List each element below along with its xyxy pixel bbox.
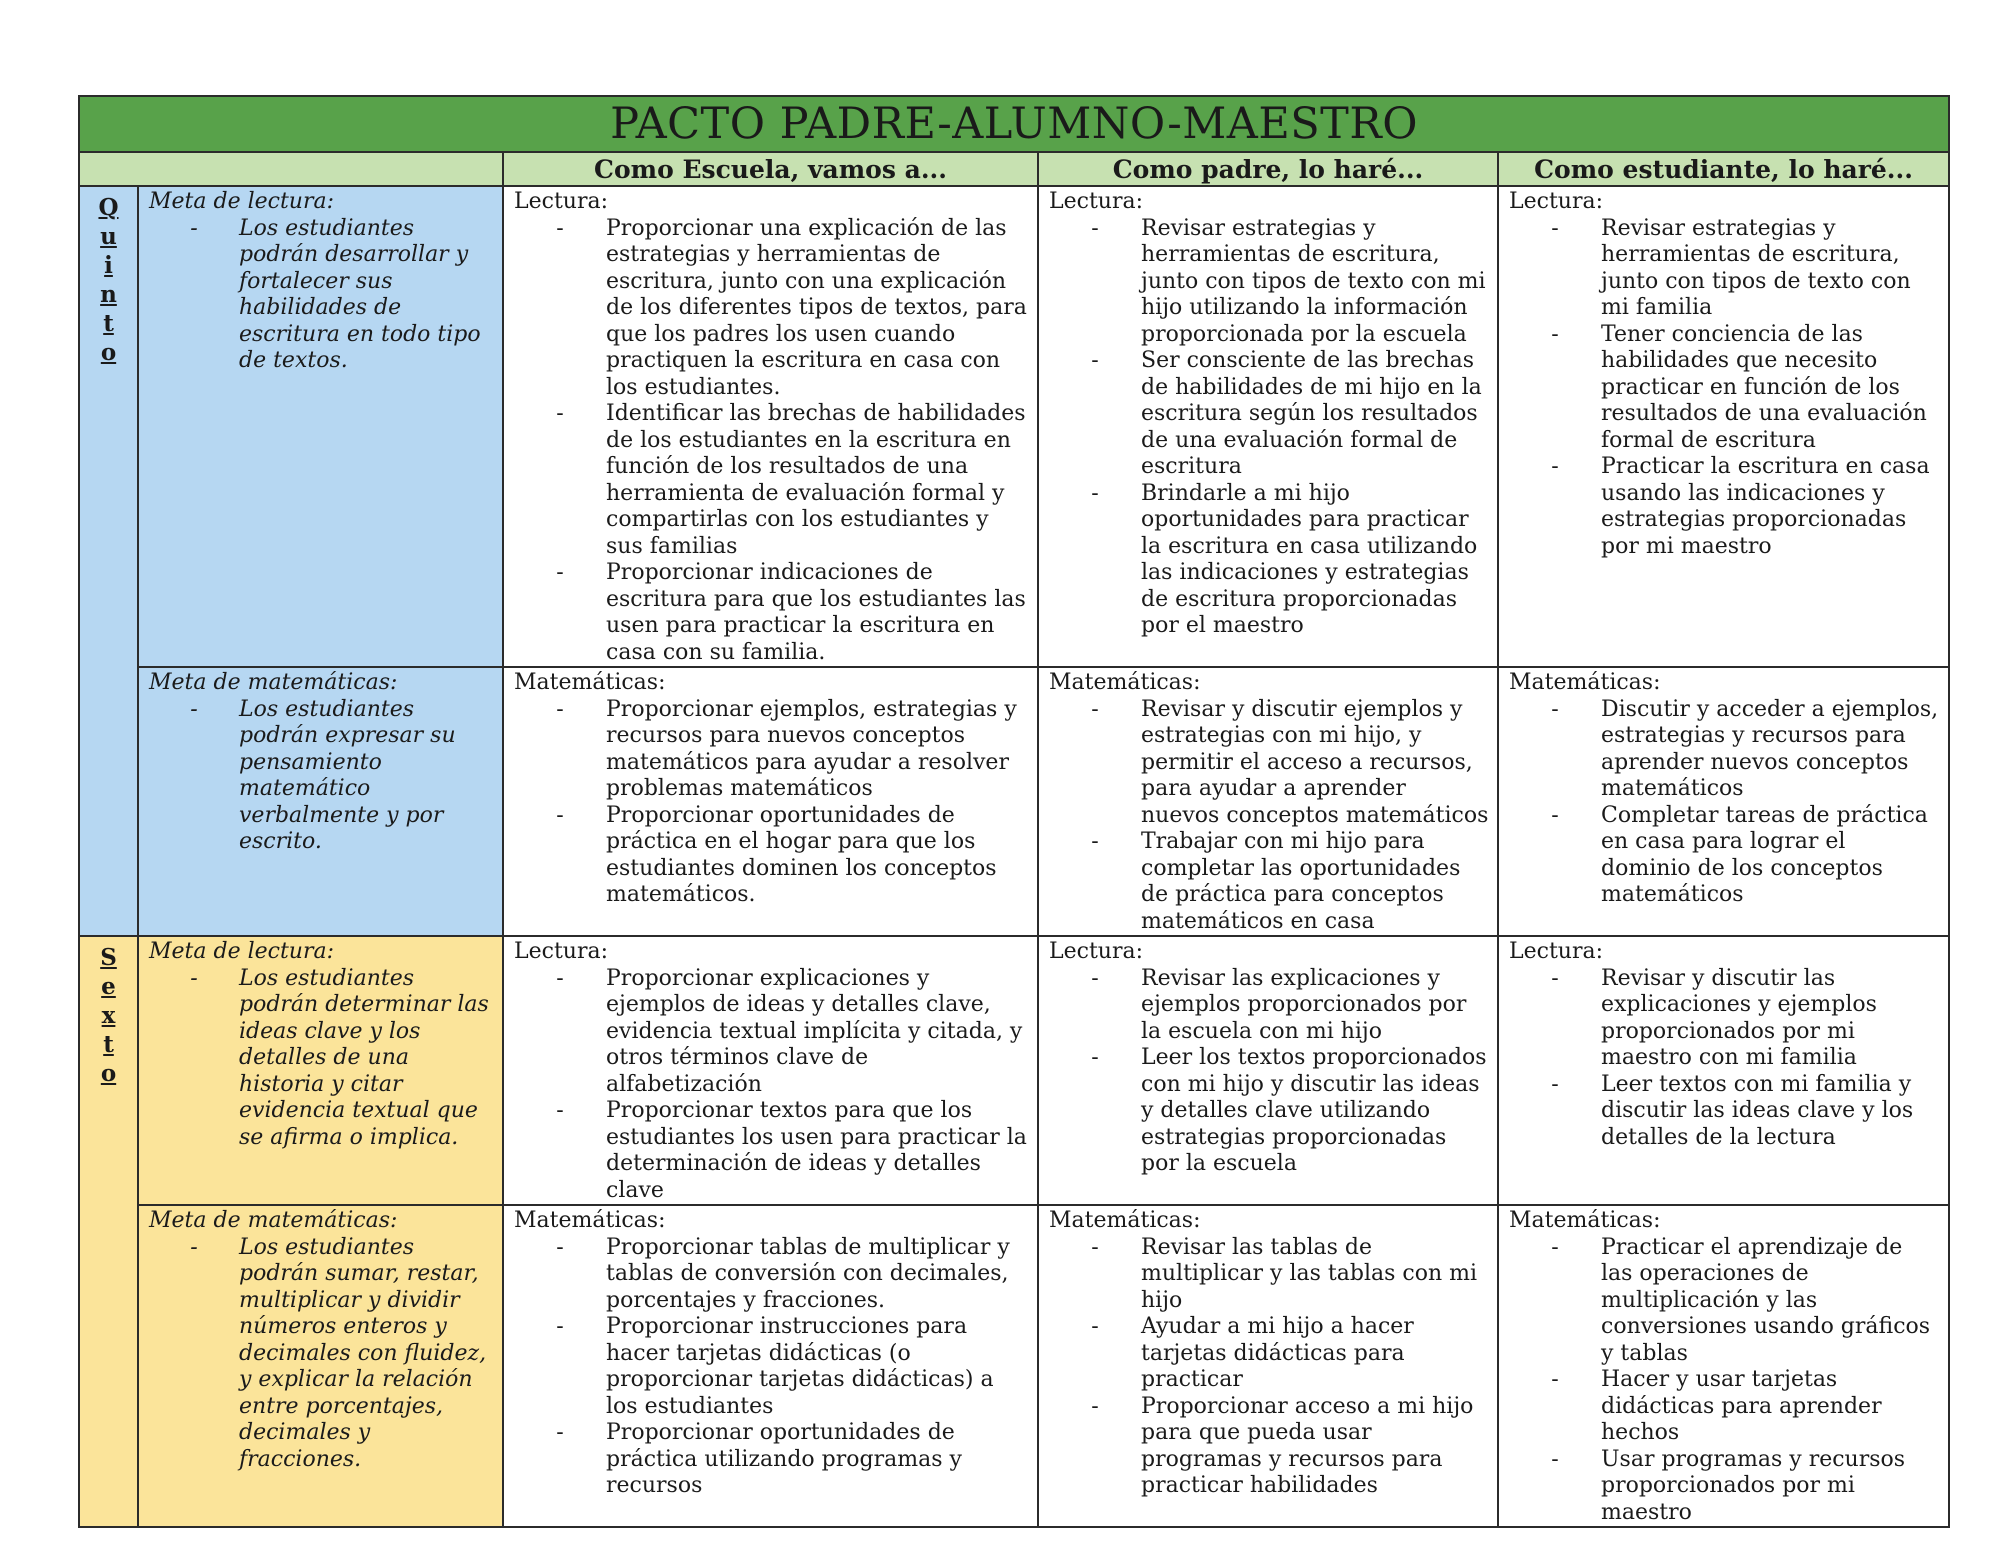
bullet-dash: -: [1091, 348, 1099, 373]
subject-label: Lectura:: [1049, 939, 1144, 964]
commitment-text: Usar programas y recursos proporcionados por mi maestro: [1601, 1446, 1906, 1525]
bullet-dash: -: [556, 1314, 564, 1339]
commitment-item: [514, 803, 1029, 909]
commitment-text: Brindarle a mi hijo oportunidades para practicar la escritura en casa utilizando las indicaciones y estrategias de escritura proporcionadas por el maestro: [1141, 480, 1478, 638]
commitment-list: [1509, 966, 1940, 1152]
commitment-cell-parent: [1038, 186, 1498, 667]
commitment-item: [514, 401, 1029, 560]
bullet-dash: -: [1551, 1071, 1559, 1097]
commitment-cell-school: [503, 1205, 1038, 1527]
bullet-dash: -: [1551, 1446, 1559, 1472]
commitment-list: [514, 697, 1029, 909]
commitment-text: Proporcionar instrucciones para hacer tarjetas didácticas (o proporcionar tarjetas didácticas) a los estudiantes: [606, 1314, 994, 1419]
goal-cell: [138, 1205, 503, 1527]
bullet-dash: -: [1091, 215, 1099, 241]
subject-label: Matemáticas:: [1049, 670, 1201, 695]
goal-title: Meta de lectura:: [149, 189, 335, 214]
grade-letter: e: [101, 973, 116, 1000]
commitment-item: [514, 1235, 1029, 1315]
goal-item: [149, 216, 494, 375]
bullet-dash: -: [1551, 321, 1559, 347]
commitment-list: [1049, 966, 1489, 1178]
bullet-dash: -: [190, 1234, 198, 1260]
grade-letter: t: [103, 310, 114, 337]
bullet-dash: -: [1091, 965, 1099, 991]
bullet-dash: -: [556, 1098, 564, 1123]
commitment-text: Trabajar con mi hijo para completar las oportunidades de práctica para conceptos matemáticos en casa: [1141, 829, 1461, 934]
bullet-dash: -: [556, 696, 564, 722]
commitment-text: Proporcionar una explicación de las estrategias y herramientas de escritura, junto con una explicación de los diferentes tipos de textos, para que los padres los usen cuando practiquen la escritura en casa con los estudiantes.: [606, 215, 1027, 400]
pact-table: [78, 95, 1950, 1528]
subject-label: Lectura:: [1049, 189, 1144, 214]
commitment-text: Discutir y acceder a ejemplos, estrategias y recursos para aprender nuevos conceptos matemáticos: [1601, 696, 1939, 801]
commitment-text: Hacer y usar tarjetas didácticas para aprender hechos: [1601, 1367, 1882, 1445]
commitment-item: [1509, 1367, 1940, 1447]
subject-label: Lectura:: [1509, 939, 1604, 964]
commitment-cell-school: [503, 667, 1038, 936]
commitment-item: [514, 697, 1029, 803]
column-header-blank: [79, 152, 503, 186]
commitment-list: [514, 216, 1029, 667]
goal-cell: [138, 186, 503, 667]
grade-letter: o: [100, 1060, 117, 1087]
bullet-dash: -: [556, 1420, 564, 1445]
goal-row: [79, 667, 1949, 936]
commitment-text: Proporcionar acceso a mi hijo para que pueda usar programas y recursos para practicar habilidades: [1141, 1393, 1474, 1498]
bullet-dash: -: [1091, 696, 1099, 722]
commitment-item: [514, 1420, 1029, 1500]
bullet-dash: -: [1091, 1234, 1099, 1260]
commitment-item: [1509, 1235, 1940, 1368]
commitment-text: Revisar y discutir las explicaciones y ejemplos proporcionados por mi maestro con mi familia: [1601, 965, 1877, 1070]
bullet-dash: -: [1091, 829, 1099, 854]
commitment-cell-student: [1498, 186, 1949, 667]
commitment-item: [1049, 966, 1489, 1046]
commitment-list: [1509, 216, 1940, 561]
commitment-cell-parent: [1038, 667, 1498, 936]
bullet-dash: -: [190, 215, 198, 241]
goal-title: Meta de matemáticas:: [149, 670, 398, 695]
commitment-text: Proporcionar oportunidades de práctica en el hogar para que los estudiantes dominen los conceptos matemáticos.: [606, 802, 997, 907]
commitment-cell-parent: [1038, 936, 1498, 1205]
commitment-text: Proporcionar tablas de multiplicar y tablas de conversión con decimales, porcentajes y fracciones.: [606, 1234, 1010, 1313]
document-title: PACTO PADRE-ALUMNO-MAESTRO: [79, 96, 1949, 152]
commitment-text: Leer textos con mi familia y discutir las ideas clave y los detalles de la lectura: [1601, 1071, 1914, 1150]
commitment-item: [1049, 1045, 1489, 1178]
bullet-dash: -: [1551, 696, 1559, 722]
goal-row: [79, 936, 1949, 1205]
commitment-text: Leer los textos proporcionados con mi hijo y discutir las ideas y detalles clave utilizando estrategias proporcionadas por la escuela: [1141, 1045, 1487, 1176]
goal-row: [79, 1205, 1949, 1527]
subject-label: Lectura:: [514, 189, 609, 214]
bullet-dash: -: [1551, 965, 1559, 991]
commitment-list: [1509, 697, 1940, 909]
commitment-item: [1509, 216, 1940, 322]
bullet-dash: -: [1551, 1367, 1559, 1392]
pact-document: [78, 95, 1948, 1525]
commitment-item: [514, 966, 1029, 1099]
grade-label: [79, 936, 138, 1527]
grade-letter: o: [100, 339, 117, 366]
grade-letter: n: [100, 281, 117, 308]
commitment-text: Revisar estrategias y herramientas de escritura, junto con tipos de texto con mi hijo utilizando la información proporcionada por la escuela: [1141, 215, 1486, 347]
commitment-cell-school: [503, 186, 1038, 667]
commitment-cell-parent: [1038, 1205, 1498, 1527]
column-header-parent: Como padre, lo haré...: [1038, 152, 1498, 186]
commitment-item: [1049, 829, 1489, 935]
subject-label: Lectura:: [1509, 189, 1604, 214]
bullet-dash: -: [1551, 802, 1559, 828]
commitment-item: [1049, 1314, 1489, 1394]
bullet-dash: -: [556, 401, 564, 426]
column-header-student: Como estudiante, lo haré...: [1498, 152, 1949, 186]
commitment-text: Revisar y discutir ejemplos y estrategias con mi hijo, y permitir el acceso a recursos, para ayudar a aprender nuevos conceptos matemáticos: [1141, 696, 1489, 828]
goal-row: [79, 186, 1949, 667]
commitment-item: [1049, 1235, 1489, 1315]
commitment-item: [1049, 348, 1489, 481]
grade-label: [79, 186, 138, 936]
commitment-item: [1509, 454, 1940, 560]
bullet-dash: -: [1091, 1314, 1099, 1339]
goal-text: Los estudiantes podrán desarrollar y fortalecer sus habilidades de escritura en todo tipo de textos.: [239, 215, 481, 373]
commitment-item: [1509, 803, 1940, 909]
commitment-text: Proporcionar indicaciones de escritura para que los estudiantes las usen para practicar la escritura en casa con su familia.: [606, 560, 1026, 665]
bullet-dash: -: [190, 696, 198, 722]
commitment-text: Revisar estrategias y herramientas de escritura, junto con tipos de texto con mi familia: [1601, 215, 1911, 320]
grade-letter: i: [104, 252, 113, 279]
commitment-list: [1049, 697, 1489, 936]
bullet-dash: -: [556, 560, 564, 585]
commitment-text: Proporcionar textos para que los estudiantes los usen para practicar la determinación de ideas y detalles clave: [606, 1098, 1027, 1203]
commitment-item: [514, 1098, 1029, 1204]
bullet-dash: -: [1091, 480, 1099, 506]
bullet-dash: -: [556, 802, 564, 828]
commitment-item: [514, 1314, 1029, 1420]
goal-text: Los estudiantes podrán expresar su pensamiento matemático verbalmente y por escrito.: [239, 696, 456, 854]
bullet-dash: -: [556, 965, 564, 991]
grade-letter: S: [100, 944, 117, 971]
commitment-item: [1509, 322, 1940, 455]
grade-letter: x: [101, 1002, 116, 1029]
grade-letter: u: [100, 223, 117, 250]
commitment-list: [1049, 1235, 1489, 1500]
commitment-text: Revisar las explicaciones y ejemplos proporcionados por la escuela con mi hijo: [1141, 965, 1467, 1044]
commitment-list: [1509, 1235, 1940, 1527]
commitment-item: [1509, 697, 1940, 803]
commitment-item: [1049, 1394, 1489, 1500]
commitment-item: [514, 216, 1029, 402]
commitment-text: Proporcionar oportunidades de práctica utilizando programas y recursos: [606, 1420, 962, 1498]
goal-item: [149, 966, 494, 1152]
commitment-text: Proporcionar ejemplos, estrategias y recursos para nuevos conceptos matemáticos para ayudar a resolver problemas matemáticos: [606, 696, 1017, 801]
goal-title: Meta de matemáticas:: [149, 1208, 398, 1233]
commitment-text: Ser consciente de las brechas de habilidades de mi hijo en la escritura según los resultados de una evaluación formal de escritura: [1141, 348, 1482, 479]
column-header-row: [79, 152, 1949, 186]
commitment-item: [1509, 1447, 1940, 1527]
commitment-cell-student: [1498, 936, 1949, 1205]
bullet-dash: -: [1551, 454, 1559, 479]
bullet-dash: -: [1091, 1045, 1099, 1070]
commitment-text: Practicar la escritura en casa usando las indicaciones y estrategias proporcionadas por mi maestro: [1601, 454, 1930, 559]
column-header-school: Como Escuela, vamos a...: [503, 152, 1038, 186]
bullet-dash: -: [1091, 1393, 1099, 1419]
goal-item: [149, 1235, 494, 1474]
grade-letter: Q: [98, 194, 119, 221]
commitment-text: Revisar las tablas de multiplicar y las tablas con mi hijo: [1141, 1234, 1478, 1313]
bullet-dash: -: [190, 965, 198, 991]
commitment-cell-school: [503, 936, 1038, 1205]
commitment-text: Identificar las brechas de habilidades de los estudiantes en la escritura en función de los resultados de una herramienta de evaluación formal y compartirlas con los estudiantes y sus familias: [606, 401, 1026, 559]
commitment-cell-student: [1498, 667, 1949, 936]
subject-label: Matemáticas:: [1509, 670, 1661, 695]
subject-label: Lectura:: [514, 939, 609, 964]
goal-text: Los estudiantes podrán determinar las ideas clave y los detalles de una historia y citar evidencia textual que se afirma o implica.: [239, 965, 489, 1150]
goal-item: [149, 697, 494, 856]
commitment-list: [1049, 216, 1489, 640]
commitment-item: [1049, 697, 1489, 830]
commitment-cell-student: [1498, 1205, 1949, 1527]
commitment-list: [514, 1235, 1029, 1500]
goal-title: Meta de lectura:: [149, 939, 335, 964]
goal-cell: [138, 936, 503, 1205]
commitment-text: Ayudar a mi hijo a hacer tarjetas didácticas para practicar: [1141, 1314, 1414, 1392]
subject-label: Matemáticas:: [1509, 1208, 1661, 1233]
subject-label: Matemáticas:: [514, 1208, 666, 1233]
commitment-text: Proporcionar explicaciones y ejemplos de ideas y detalles clave, evidencia textual implícita y citada, y otros términos clave de alfabetización: [606, 965, 1023, 1097]
commitment-item: [1509, 1072, 1940, 1152]
commitment-item: [1049, 481, 1489, 640]
commitment-item: [1509, 966, 1940, 1072]
bullet-dash: -: [1551, 1234, 1559, 1260]
commitment-text: Practicar el aprendizaje de las operaciones de multiplicación y las conversiones usando gráficos y tablas: [1601, 1234, 1931, 1366]
grade-letter: t: [103, 1031, 114, 1058]
commitment-list: [514, 966, 1029, 1205]
goal-cell: [138, 667, 503, 936]
commitment-item: [514, 560, 1029, 666]
commitment-text: Tener conciencia de las habilidades que necesito practicar en función de los resultados de una evaluación formal de escritura: [1601, 321, 1927, 453]
subject-label: Matemáticas:: [1049, 1208, 1201, 1233]
subject-label: Matemáticas:: [514, 670, 666, 695]
bullet-dash: -: [1551, 215, 1559, 241]
goal-text: Los estudiantes podrán sumar, restar, multiplicar y dividir números enteros y decimales con fluidez, y explicar la relación entre porcentajes, decimales y fracciones.: [239, 1234, 487, 1472]
bullet-dash: -: [556, 1234, 564, 1260]
commitment-item: [1049, 216, 1489, 349]
commitment-text: Completar tareas de práctica en casa para lograr el dominio de los conceptos matemáticos: [1601, 802, 1928, 907]
bullet-dash: -: [556, 215, 564, 241]
